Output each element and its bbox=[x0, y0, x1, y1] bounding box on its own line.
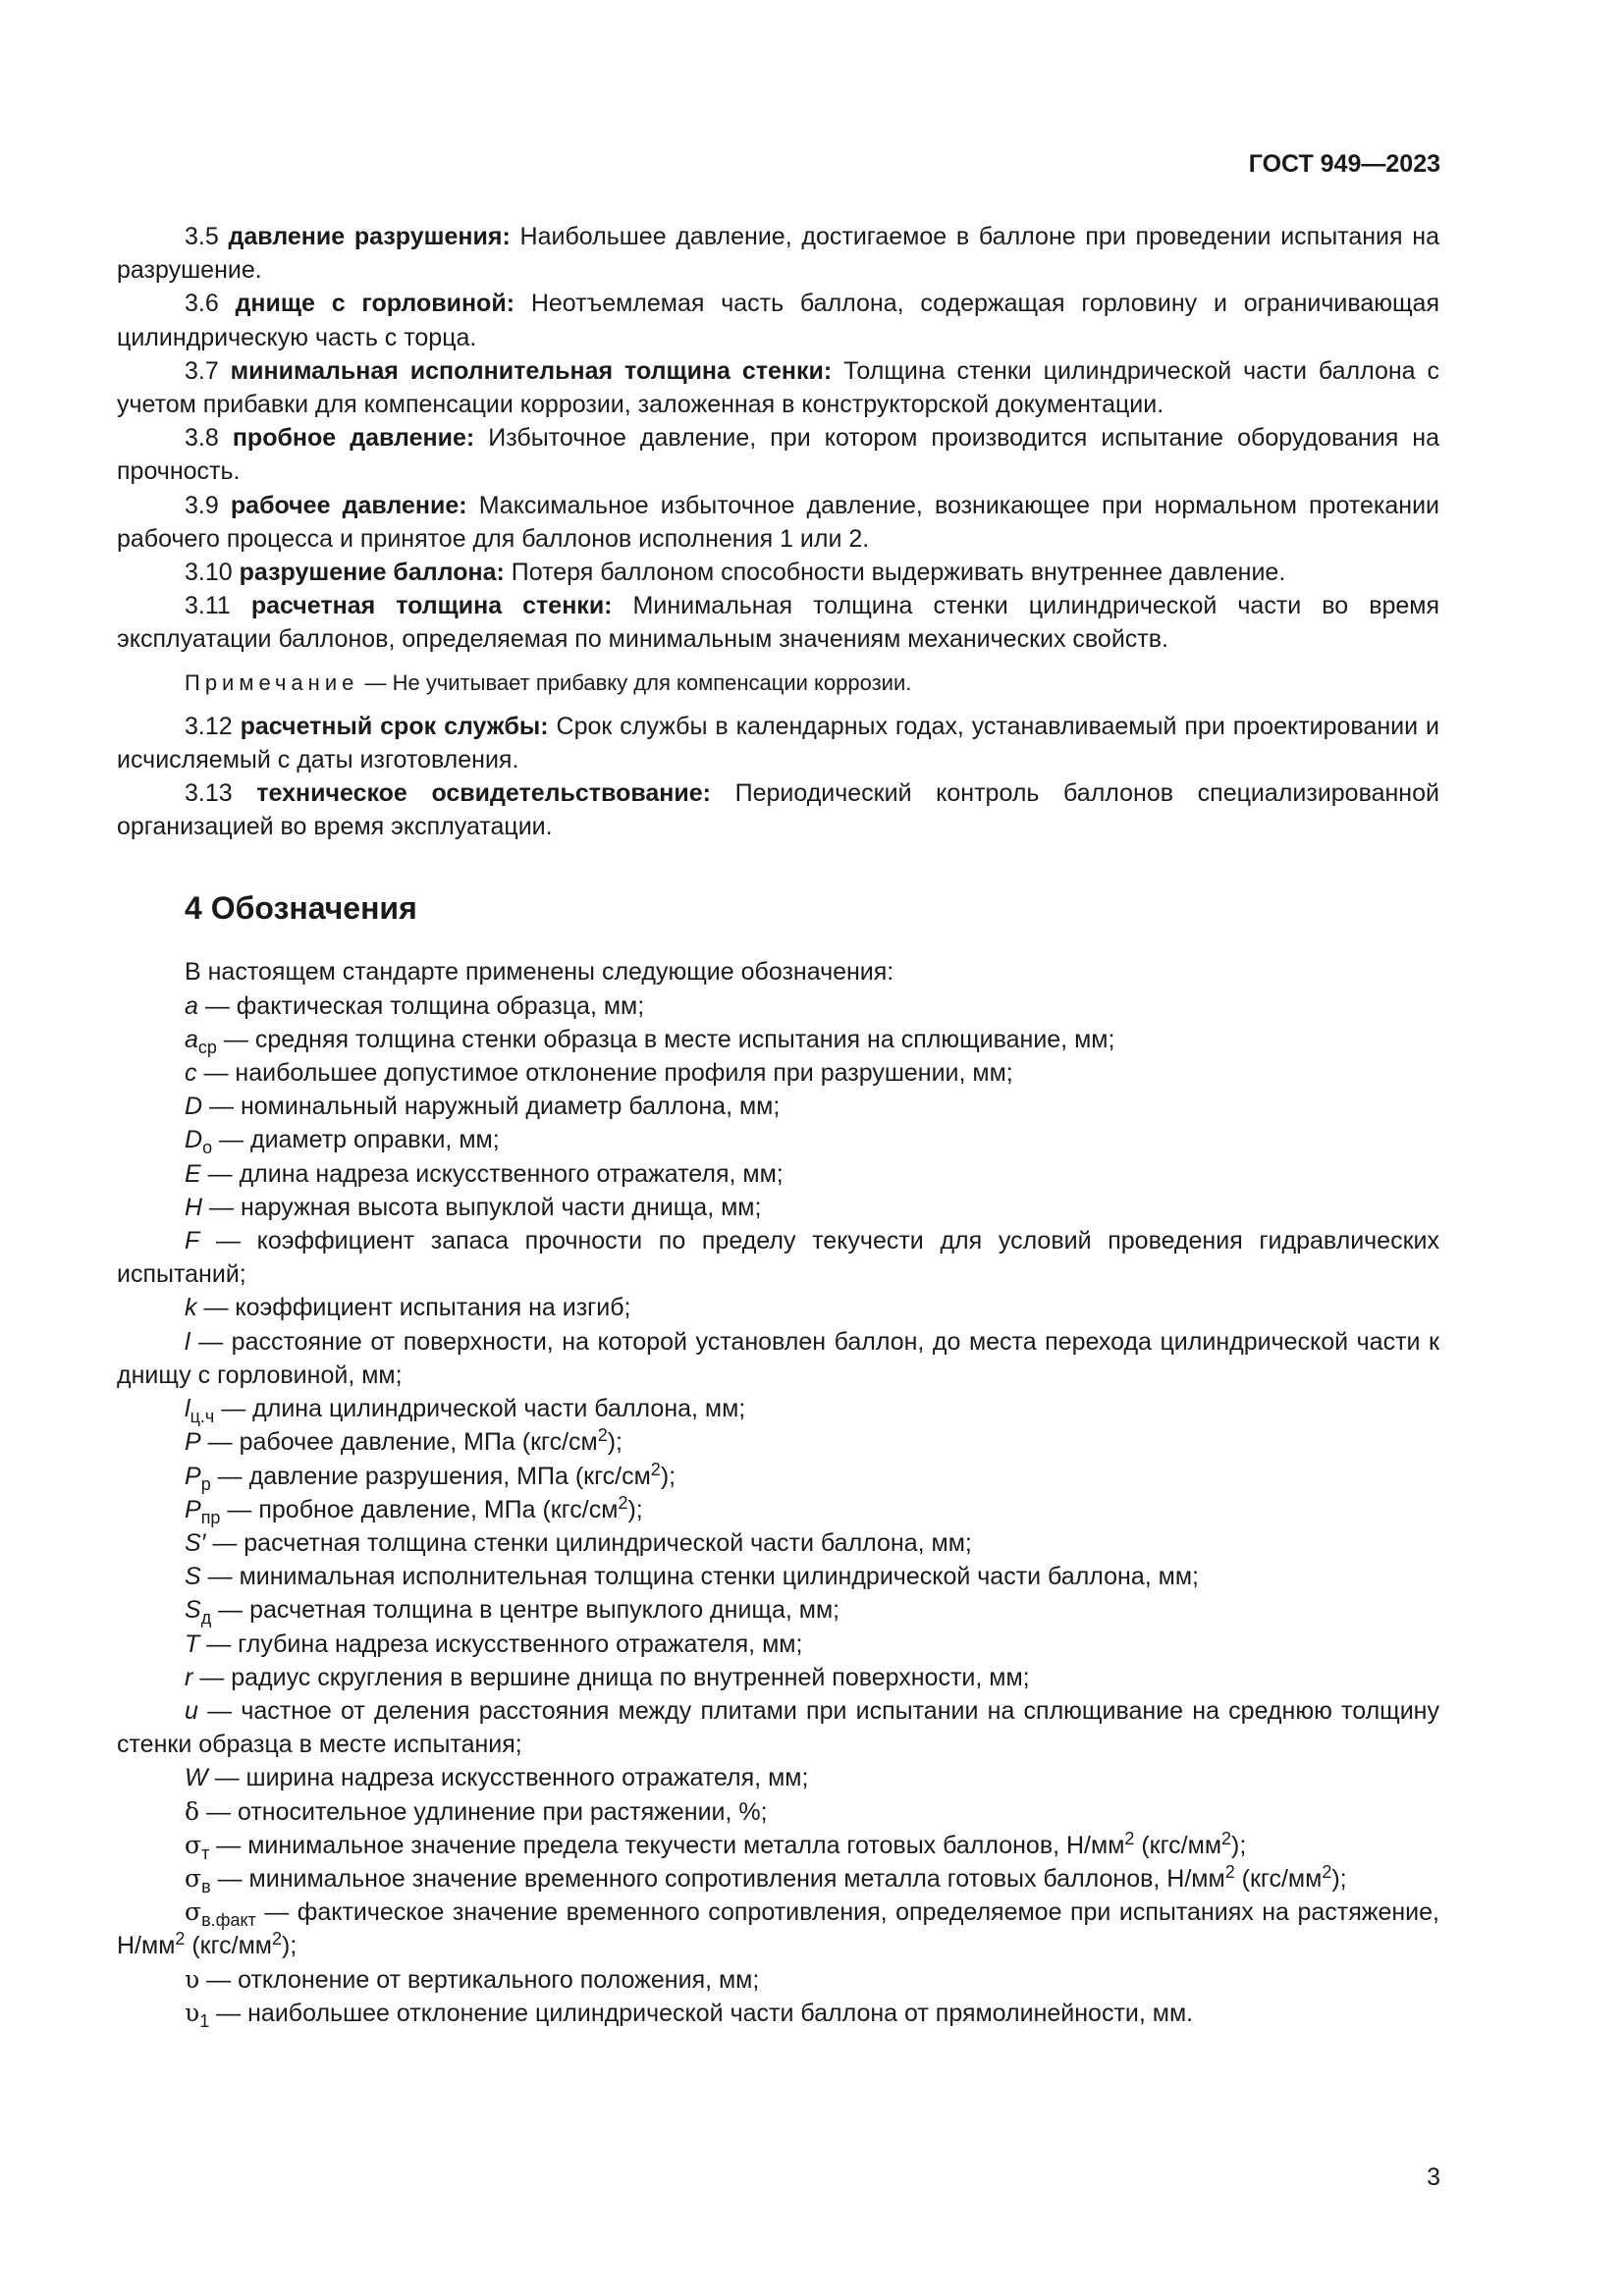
symbol-subscript: пр bbox=[200, 1507, 221, 1527]
term-definition: Минимальная толщина стенки цилиндрической части во время эксплуатации баллонов, определяемая по минимальным значениям механических свойств. bbox=[117, 592, 1440, 654]
symbol: F bbox=[185, 1227, 200, 1255]
term-number: 3.5 bbox=[185, 223, 219, 250]
symbol: T bbox=[185, 1629, 200, 1658]
symbol: P bbox=[185, 1462, 201, 1490]
symbol-description: — средняя толщина стенки образца в месте испытания на сплющивание, мм; bbox=[223, 1025, 1115, 1053]
term-entry bbox=[117, 589, 1439, 656]
symbol: c bbox=[185, 1059, 197, 1088]
term-entry bbox=[117, 556, 1439, 589]
symbol: S bbox=[185, 1563, 201, 1591]
symbol: r bbox=[185, 1663, 193, 1691]
symbol-subscript: ц.ч bbox=[189, 1407, 215, 1427]
term-number: 3.11 bbox=[185, 592, 231, 620]
symbol: σ bbox=[185, 1863, 202, 1893]
unit-tail: ); bbox=[1331, 1864, 1347, 1893]
symbol-entry bbox=[117, 1761, 1439, 1794]
symbol-description: — расчетная толщина в центре выпуклого днища, мм; bbox=[218, 1596, 840, 1625]
symbol-description: — минимальное значение предела текучести металла готовых баллонов, Н/мм bbox=[216, 1831, 1125, 1859]
term-entry bbox=[117, 710, 1439, 776]
unit-tail: ); bbox=[660, 1462, 677, 1490]
unit-text: (кгс/мм bbox=[1234, 1864, 1323, 1893]
symbol-entry bbox=[117, 1862, 1439, 1896]
symbol-entry bbox=[117, 1896, 1439, 1962]
term-number: 3.9 bbox=[185, 491, 219, 519]
symbol-subscript: в.факт bbox=[201, 1910, 256, 1931]
terms-list bbox=[117, 220, 1439, 843]
term-definition: Срок службы в календарных годах, устанавливаемый при проектировании и исчисляемый с даты изготовления. bbox=[117, 712, 1439, 774]
symbol-entry bbox=[117, 1795, 1439, 1829]
term-title: расчетная толщина стенки: bbox=[250, 592, 613, 620]
symbol-entry bbox=[117, 1191, 1439, 1224]
term-number: 3.6 bbox=[185, 290, 219, 318]
unit-text: (кгс/мм bbox=[1134, 1831, 1222, 1859]
symbol-entry bbox=[117, 1056, 1439, 1090]
symbol: l bbox=[185, 1327, 190, 1356]
symbol-description: — длина цилиндрической части баллона, мм; bbox=[221, 1395, 746, 1423]
symbol: H bbox=[185, 1193, 203, 1221]
symbol-description: — наибольшее допустимое отклонение профиля при разрушении, мм; bbox=[203, 1059, 1013, 1088]
term-title: техническое освидетельствование: bbox=[256, 779, 711, 808]
symbol: υ bbox=[185, 1998, 200, 2027]
symbol-description: — ширина надреза искусственного отражателя, мм; bbox=[214, 1764, 809, 1792]
superscript: 2 bbox=[1124, 1828, 1135, 1848]
symbol-subscript: ср bbox=[197, 1037, 217, 1057]
symbol-entry bbox=[117, 1023, 1439, 1056]
symbol-entry bbox=[117, 1224, 1439, 1291]
symbol-subscript: 1 bbox=[199, 2010, 210, 2031]
note-label: Примечание bbox=[185, 669, 359, 695]
symbol: D bbox=[185, 1093, 203, 1121]
symbol: k bbox=[185, 1294, 197, 1322]
term-entry bbox=[117, 220, 1439, 287]
term-title: давление разрушения: bbox=[228, 223, 511, 250]
superscript: 2 bbox=[175, 1929, 186, 1949]
symbol: P bbox=[185, 1495, 201, 1523]
note bbox=[117, 668, 1439, 698]
symbol-entry bbox=[117, 1963, 1439, 1997]
symbol-subscript: о bbox=[202, 1138, 213, 1158]
symbol-entry bbox=[117, 1460, 1439, 1493]
term-definition: Наибольшее давление, достигаемое в баллоне при проведении испытания на разрушение. bbox=[117, 223, 1440, 285]
symbol: W bbox=[185, 1764, 208, 1792]
symbol: l bbox=[185, 1395, 190, 1423]
symbol-description: — коэффициент запаса прочности по пределу текучести для условий проведения гидравлических испытаний; bbox=[117, 1227, 1439, 1289]
symbol: a bbox=[185, 991, 198, 1020]
superscript: 2 bbox=[618, 1492, 628, 1513]
term-title: рабочее давление: bbox=[230, 491, 467, 519]
symbol-description: — наружная высота выпуклой части днища, мм; bbox=[209, 1193, 762, 1221]
symbol: S′ bbox=[185, 1528, 206, 1557]
page-content bbox=[117, 220, 1439, 2030]
symbol-subscript: в bbox=[201, 1876, 211, 1896]
document-header: ГОСТ 949—2023 bbox=[1248, 150, 1440, 178]
superscript: 2 bbox=[272, 1929, 283, 1949]
section-title: 4 Обозначения bbox=[185, 890, 417, 927]
symbols-list bbox=[117, 989, 1439, 2030]
term-entry bbox=[117, 354, 1439, 421]
term-definition: Периодический контроль баллонов специализированной организацией во время эксплуатации. bbox=[117, 779, 1439, 841]
symbol-entry bbox=[117, 1090, 1439, 1123]
symbol: σ bbox=[185, 1897, 202, 1927]
symbol-description: — коэффициент испытания на изгиб; bbox=[203, 1294, 631, 1322]
symbol: δ bbox=[185, 1796, 200, 1826]
symbol: E bbox=[185, 1159, 201, 1188]
term-entry bbox=[117, 776, 1439, 843]
symbol-description: — диаметр оправки, мм; bbox=[219, 1126, 500, 1154]
symbol: P bbox=[185, 1428, 201, 1457]
superscript: 2 bbox=[650, 1459, 661, 1479]
term-definition: Потеря баллоном способности выдерживать внутреннее давление. bbox=[511, 559, 1286, 587]
term-number: 3.8 bbox=[185, 424, 219, 453]
note-text: — Не учитывает прибавку для компенсации коррозии. bbox=[364, 669, 912, 695]
symbol-description: — частное от деления расстояния между плитами при испытании на сплющивание на среднюю толщину стенки образца в месте испытания; bbox=[117, 1696, 1439, 1759]
symbol: D bbox=[185, 1126, 203, 1154]
superscript: 2 bbox=[597, 1425, 608, 1446]
term-definition: Максимальное избыточное давление, возникающее при нормальном протекании рабочего процесса и принятое для баллонов исполнения 1 или 2. bbox=[117, 491, 1440, 553]
term-entry bbox=[117, 287, 1439, 353]
term-number: 3.13 bbox=[185, 779, 233, 808]
symbol-description: — длина надреза искусственного отражателя, мм; bbox=[207, 1159, 784, 1188]
symbol-entry bbox=[117, 1997, 1439, 2030]
term-title: пробное давление: bbox=[232, 424, 475, 453]
superscript: 2 bbox=[1221, 1828, 1232, 1848]
symbol-entry bbox=[117, 1593, 1439, 1627]
symbol-description: — давление разрушения, МПа (кгс/см bbox=[217, 1462, 651, 1490]
symbol: υ bbox=[185, 1964, 200, 1994]
symbol-description: — фактическая толщина образца, мм; bbox=[204, 991, 645, 1020]
symbol-entry bbox=[117, 1694, 1439, 1761]
term-number: 3.10 bbox=[185, 559, 233, 587]
unit-tail: ); bbox=[627, 1495, 643, 1523]
symbol-entry bbox=[117, 1493, 1439, 1526]
term-number: 3.7 bbox=[185, 356, 219, 385]
symbol-description: — глубина надреза искусственного отражателя, мм; bbox=[206, 1629, 803, 1658]
superscript: 2 bbox=[1224, 1861, 1235, 1882]
term-number: 3.12 bbox=[185, 712, 233, 740]
term-entry bbox=[117, 489, 1439, 556]
unit-tail: ); bbox=[1231, 1831, 1247, 1859]
term-entry bbox=[117, 421, 1439, 488]
symbol-description: — наибольшее отклонение цилиндрической части баллона от прямолинейности, мм. bbox=[216, 1999, 1194, 2027]
term-title: расчетный срок службы: bbox=[240, 712, 549, 740]
page-number: 3 bbox=[1427, 2163, 1440, 2191]
symbol-entry bbox=[117, 1325, 1439, 1392]
symbol-entry bbox=[117, 1526, 1439, 1560]
symbol-description: — относительное удлинение при растяжении, %; bbox=[206, 1797, 768, 1826]
symbol-description: — минимальная исполнительная толщина стенки цилиндрической части баллона, мм; bbox=[207, 1563, 1199, 1591]
symbol-entry bbox=[117, 1123, 1439, 1156]
symbol-description: — расчетная толщина стенки цилиндрической части баллона, мм; bbox=[212, 1528, 972, 1557]
term-title: минимальная исполнительная толщина стенки: bbox=[230, 356, 833, 385]
term-definition: Неотъемлемая часть баллона, содержащая горловину и ограничивающая цилиндрическую часть с торца. bbox=[117, 290, 1439, 351]
symbol-entry bbox=[117, 1291, 1439, 1324]
symbol-entry bbox=[117, 1560, 1439, 1593]
symbol: σ bbox=[185, 1830, 202, 1859]
symbol-description: — рабочее давление, МПа (кгс/см bbox=[207, 1428, 598, 1457]
term-definition: Избыточное давление, при котором производится испытание оборудования на прочность. bbox=[117, 424, 1439, 486]
symbol-entry bbox=[117, 1392, 1439, 1425]
symbol: a bbox=[185, 1025, 198, 1053]
symbol: u bbox=[185, 1696, 198, 1725]
symbol-description: — радиус скругления в вершине днища по внутренней поверхности, мм; bbox=[199, 1663, 1030, 1691]
symbol-subscript: д bbox=[200, 1608, 212, 1629]
symbol-description: — минимальное значение временного сопротивления металла готовых баллонов, Н/мм bbox=[217, 1864, 1225, 1893]
term-definition: Толщина стенки цилиндрической части баллона с учетом прибавки для компенсации коррозии, заложенная в конструкторской документации. bbox=[117, 356, 1439, 419]
symbol-description: — расстояние от поверхности, на которой установлен баллон, до места перехода цилиндрической части к днищу с горловиной, мм; bbox=[117, 1327, 1439, 1389]
symbol: S bbox=[185, 1596, 201, 1625]
section-intro: В настоящем стандарте применены следующие обозначения: bbox=[185, 958, 894, 987]
symbol-subscript: т bbox=[201, 1842, 210, 1863]
superscript: 2 bbox=[1322, 1861, 1332, 1882]
symbol-entry bbox=[117, 1157, 1439, 1191]
symbol-description: — отклонение от вертикального положения, мм; bbox=[206, 1965, 760, 1994]
symbol-entry bbox=[117, 1425, 1439, 1459]
symbol-entry bbox=[117, 1661, 1439, 1694]
symbol-entry bbox=[117, 989, 1439, 1023]
unit-tail: ); bbox=[607, 1428, 623, 1457]
unit-tail: ); bbox=[282, 1932, 298, 1960]
symbol-description: — фактическое значение временного сопротивления, определяемое при испытаниях на растяжение, Н/мм bbox=[117, 1898, 1439, 1960]
unit-text: (кгс/мм bbox=[185, 1932, 272, 1960]
symbol-description: — номинальный наружный диаметр баллона, мм; bbox=[209, 1093, 781, 1121]
term-title: днище с горловиной: bbox=[235, 290, 515, 318]
symbol-entry bbox=[117, 1829, 1439, 1862]
symbol-description: — пробное давление, МПа (кгс/см bbox=[227, 1495, 619, 1523]
symbol-entry bbox=[117, 1628, 1439, 1661]
symbol-subscript: р bbox=[200, 1473, 211, 1494]
term-title: разрушение баллона: bbox=[239, 559, 505, 587]
